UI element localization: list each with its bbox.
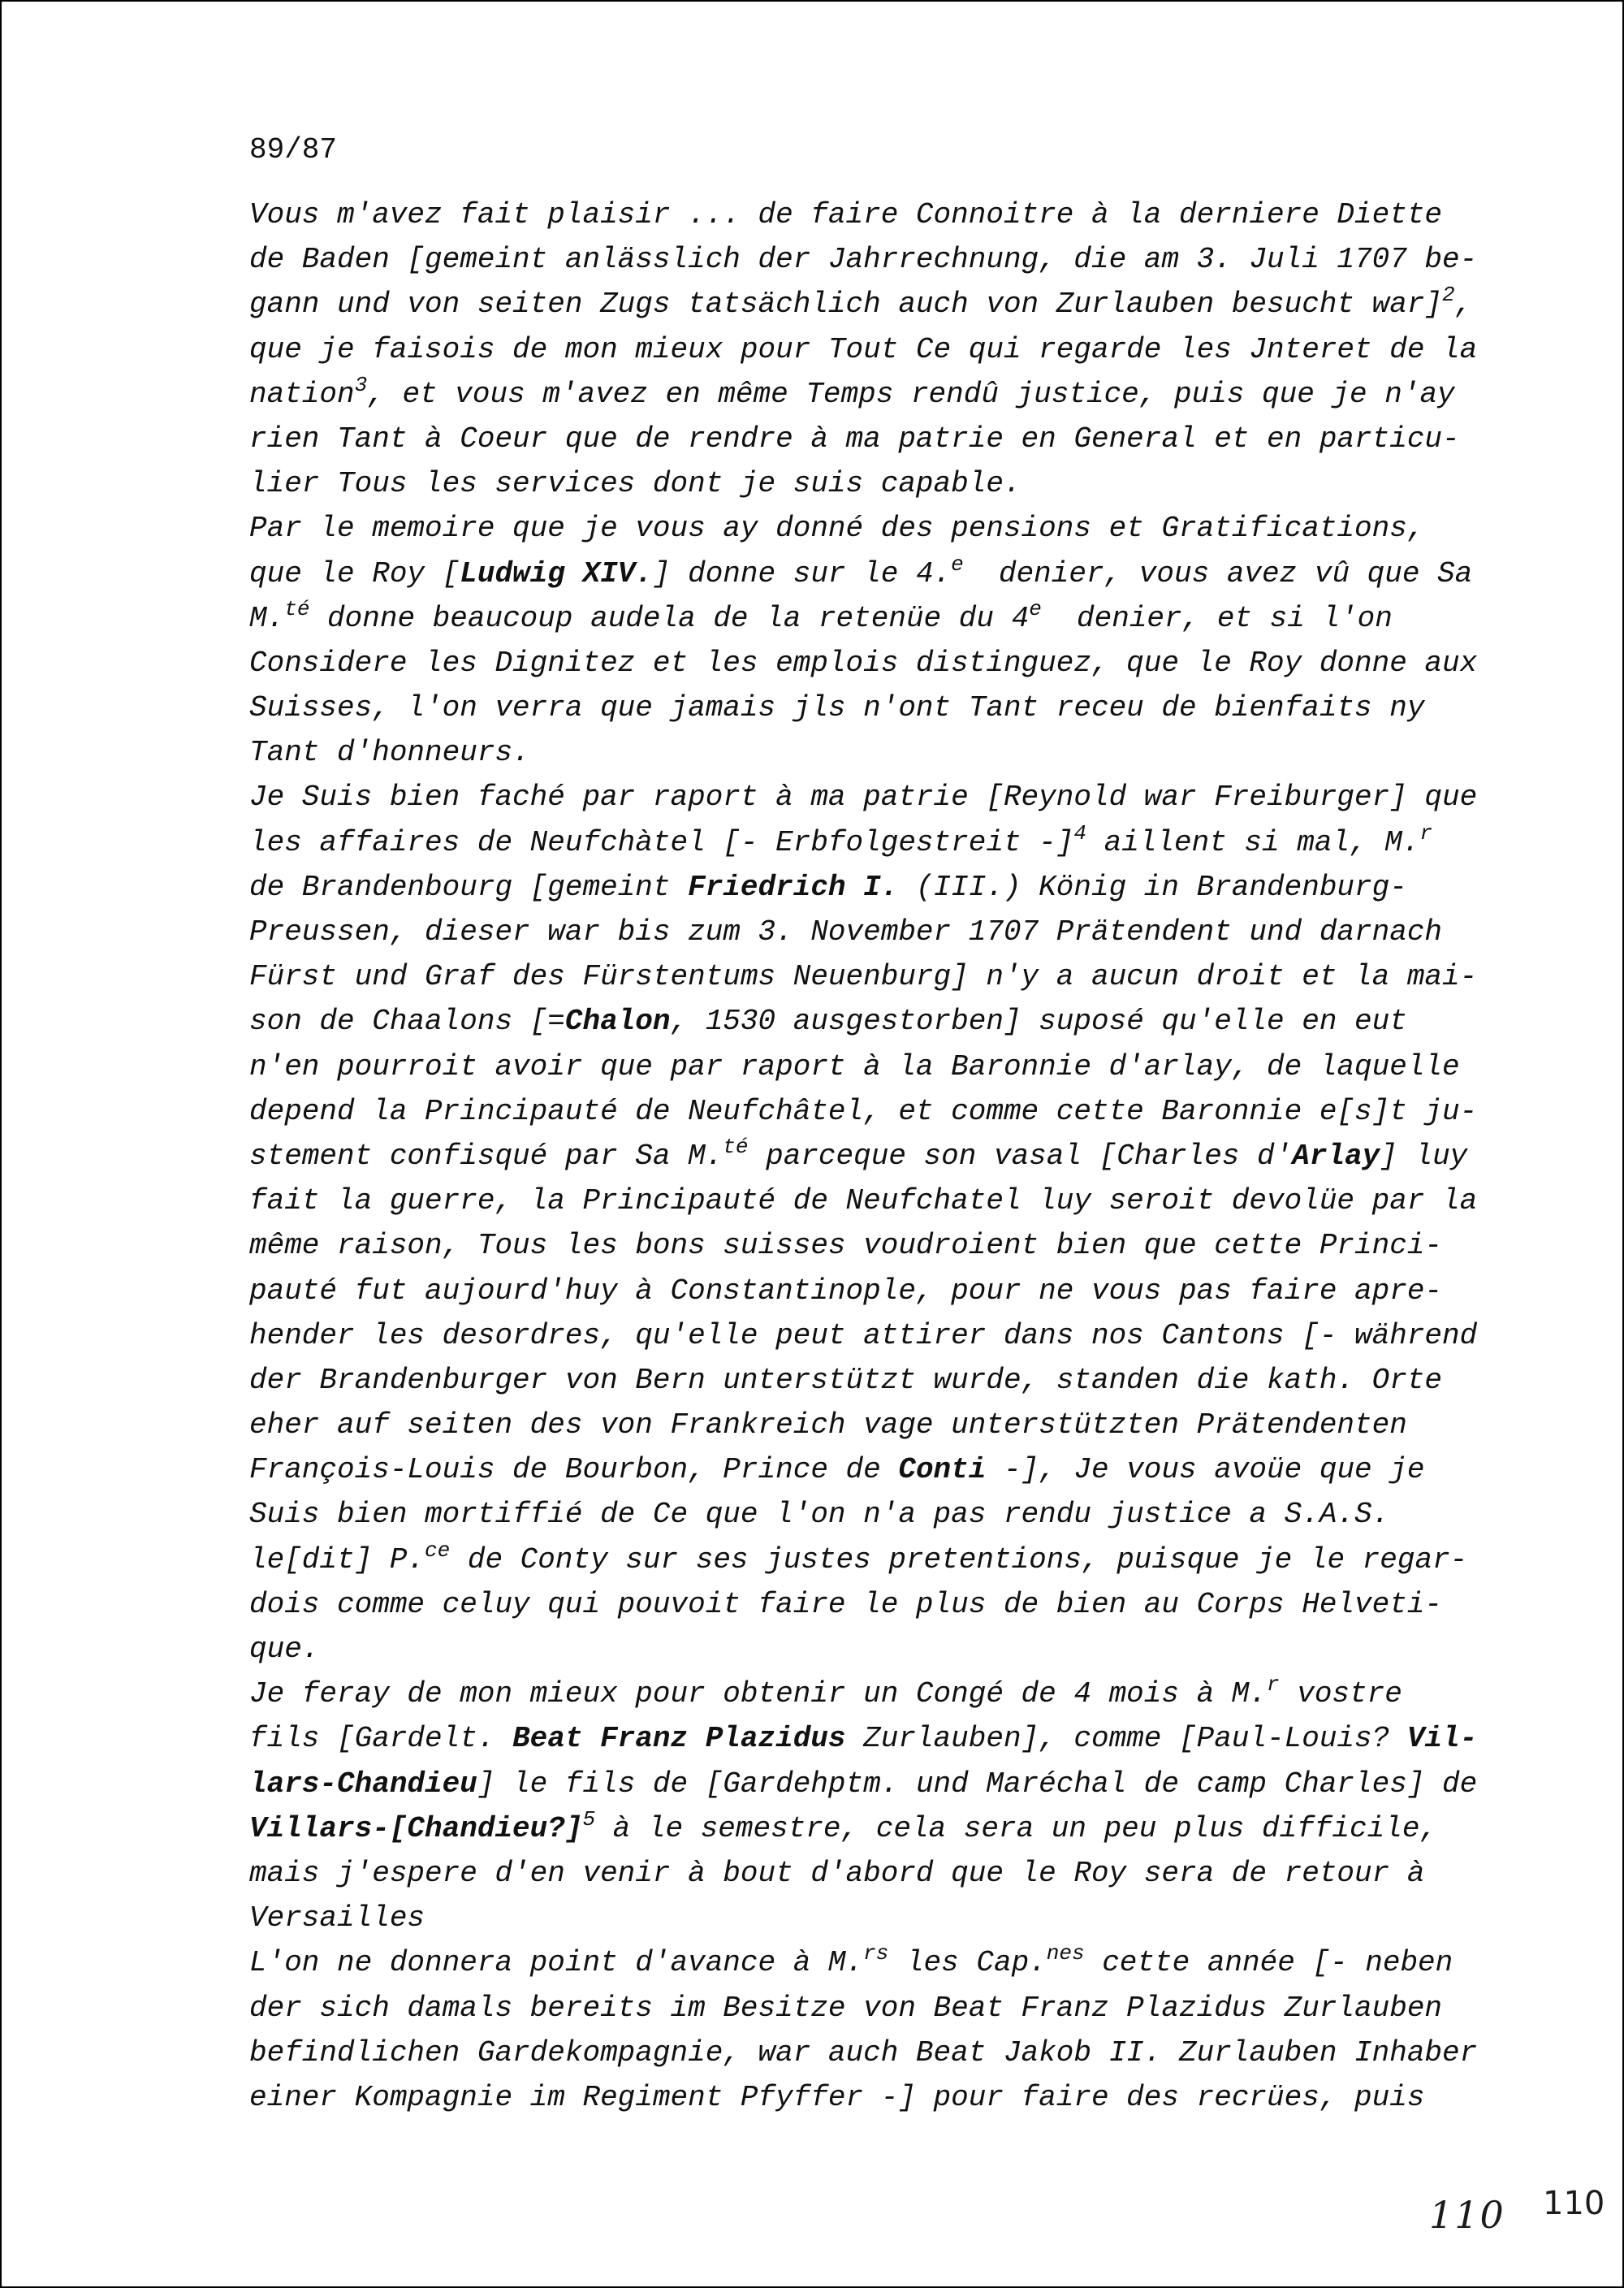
text-line: depend la Principauté de Neufchâtel, et comme cette Baronnie e[s]t ju-: [249, 1094, 1478, 1128]
text-line: der sich damals bereits im Besitze von Beat Franz Plazidus Zurlauben: [249, 1991, 1443, 2025]
text-line: M.$^{té}$ donne beaucoup audela de la retenüe du 4e denier, et si l'on: [249, 596, 1393, 635]
text-line: hender les desordres, qu'elle peut attirer dans nos Cantons [- während: [249, 1318, 1478, 1352]
text-line: Villars-[Chandieu?]$^5$ à le semestre, cela sera un peu plus difficile,: [249, 1806, 1438, 1845]
text-line: que.: [249, 1633, 320, 1666]
person-name-bold: Conti: [898, 1453, 987, 1487]
text-line: fait la guerre, la Principauté de Neufchatel luy seroit devolüe par la: [249, 1184, 1478, 1218]
text-line: François-Louis de Bourbon, Prince de Conti -], Je vous avoüe que je: [249, 1453, 1425, 1487]
text-line: de Brandenbourg [gemeint Friedrich I. (III.) König in Brandenburg-: [249, 870, 1407, 904]
footnote-ref: 5: [582, 1806, 596, 1832]
text-line: de Baden [gemeint anlässlich der Jahrrechnung, die am 3. Juli 1707 be-: [249, 243, 1478, 277]
text-line: Par le memoire que je vous ay donné des pensions et Gratifications,: [249, 512, 1425, 546]
superscript-abbrev: e: [951, 551, 964, 577]
text-line: eher auf seiten des von Frankreich vage unterstützten Prätendenten: [249, 1408, 1407, 1442]
text-line: gann und von seiten Zugs tatsächlich auch von Zurlauben besucht war]$^2$,: [249, 283, 1473, 322]
superscript-abbrev: nes: [1046, 1941, 1085, 1966]
text-line: Versailles: [249, 1901, 425, 1936]
text-line: Preussen, dieser war bis zum 3. November 1707 Prätendent und darnach: [249, 915, 1443, 949]
person-name-bold: Arlay: [1292, 1139, 1380, 1173]
text-line: que je faisois de mon mieux pour Tout Ce qui regarde les Jnteret de la: [249, 332, 1478, 366]
person-name-bold: Villars-[Chandieu?]: [249, 1811, 583, 1845]
text-line: n'en pourroit avoir que par raport à la Baronnie d'arlay, de laquelle: [249, 1049, 1460, 1083]
text-line: mais j'espere d'en venir à bout d'abord que le Roy sera de retour à: [249, 1856, 1425, 1890]
text-line: fils [Gardelt. Beat Franz Plazidus Zurlauben], comme [Paul-Louis? Vil-: [249, 1722, 1478, 1756]
text-line: son de Chaalons [=Chalon, 1530 ausgestorben] suposé qu'elle en eut: [249, 1005, 1407, 1039]
text-line: nation$^3$, et vous m'avez en même Temps rendû justice, puis que je n'ay: [249, 372, 1455, 411]
text-line: Tant d'honneurs.: [249, 736, 530, 770]
text-line: lier Tous les services dont je suis capable.: [249, 467, 1021, 501]
footnote-ref: 4: [1073, 820, 1086, 846]
superscript-abbrev: rs: [863, 1941, 889, 1966]
person-name-bold: Beat Franz Plazidus: [512, 1722, 846, 1756]
text-line: lars-Chandieu] le fils de [Gardehptm. und Maréchal de camp Charles] de: [249, 1767, 1478, 1801]
text-line: Considere les Dignitez et les emplois distinguez, que le Roy donne aux: [249, 646, 1478, 680]
footnote-ref: 2: [1442, 283, 1455, 308]
person-name-bold: Ludwig XIV.: [460, 556, 653, 590]
handwritten-archive-mark: 110: [1429, 2193, 1505, 2237]
superscript-abbrev: r: [1267, 1672, 1280, 1698]
superscript-abbrev: r: [1419, 820, 1433, 846]
person-name-bold: Friedrich I.: [688, 870, 899, 904]
text-line: Suis bien mortiffié de Ce que l'on n'a pas rendu justice a S.A.S.: [249, 1498, 1390, 1532]
text-line: le[dit] P.$^{ce}$ de Conty sur ses justes pretentions, puisque je le regar-: [249, 1538, 1468, 1577]
text-line: rien Tant à Coeur que de rendre à ma patrie en General et en particu-: [249, 422, 1460, 456]
text-line: Je feray de mon mieux pour obtenir un Congé de 4 mois à M.$^r$ vostre: [249, 1672, 1402, 1711]
text-line: même raison, Tous les bons suisses voudroient bien que cette Princi-: [249, 1229, 1443, 1263]
text-line: einer Kompagnie im Regiment Pfyffer -] pour faire des recrües, puis: [249, 2080, 1425, 2114]
transcription-body: [249, 192, 1516, 2120]
text-line: pauté fut aujourd'huy à Constantinople, pour ne vous pas faire apre-: [249, 1274, 1443, 1308]
text-line: dois comme celuy qui pouvoit faire le plus de bien au Corps Helveti-: [249, 1587, 1443, 1621]
text-line: Je Suis bien faché par raport à ma patrie [Reynold war Freiburger] que: [249, 781, 1478, 815]
text-line: stement confisqué par Sa M.$^{té}$ parceque son vasal [Charles d'Arlay] luy: [249, 1134, 1468, 1173]
superscript-abbrev: té: [723, 1134, 749, 1159]
text-line: Suisses, l'on verra que jamais jls n'ont Tant receu de bienfaits ny: [249, 691, 1425, 725]
person-name-bold: lars-Chandieu: [249, 1767, 477, 1801]
text-line: Vous m'avez fait plaisir ... de faire Connoitre à la derniere Diette: [249, 198, 1443, 231]
person-name-bold: Chalon: [564, 1005, 671, 1039]
text-line: der Brandenburger von Bern unterstützt wurde, standen die kath. Orte: [249, 1363, 1443, 1397]
superscript-abbrev: té: [284, 596, 310, 621]
footnote-ref: 3: [354, 372, 368, 397]
archive-page-number: 110: [1543, 2185, 1605, 2222]
text-line: befindlichen Gardekompagnie, war auch Beat Jakob II. Zurlauben Inhaber: [249, 2035, 1478, 2070]
text-line: Fürst und Graf des Fürstentums Neuenburg] n'y a aucun droit et la mai-: [249, 960, 1478, 994]
superscript-abbrev: ce: [425, 1538, 451, 1563]
page-number: 89/87: [249, 133, 338, 167]
text-line: que le Roy [Ludwig XIV.] donne sur le 4.$^e$ denier, vous avez vû que Sa: [249, 551, 1473, 590]
superscript-abbrev: e: [1029, 596, 1042, 621]
text-line: L'on ne donnera point d'avance à M.$^{rs}$ les Cap.$^{nes}$ cette année [- neben: [249, 1941, 1453, 1980]
person-name-bold: Vil-: [1406, 1722, 1478, 1756]
text-line: les affaires de Neufchàtel [- Erbfolgestreit -]$^4$ aillent si mal, M.$^r$: [249, 820, 1433, 859]
